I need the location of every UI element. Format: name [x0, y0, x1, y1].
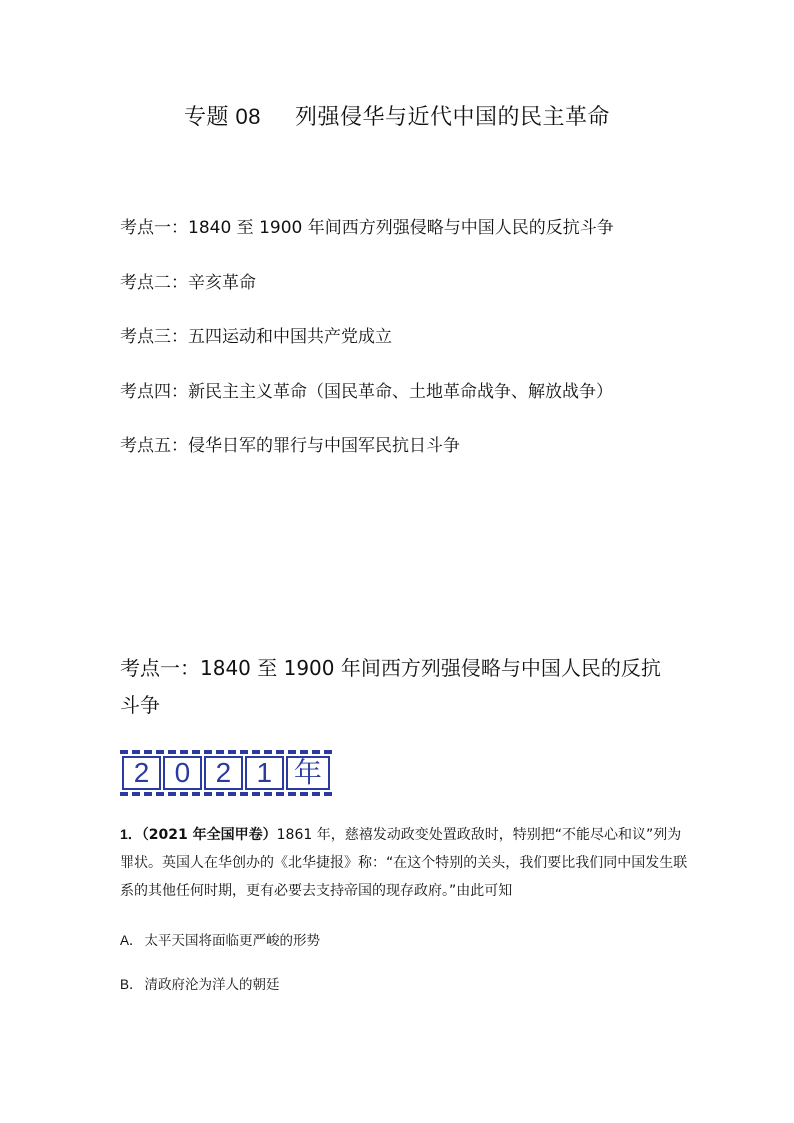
option-text: 太平天国将面临更严峻的形势 — [144, 933, 321, 949]
exam-point-1 — [120, 214, 720, 269]
exam-point-prefix: 考点三： — [120, 327, 188, 347]
topic-title: 列强侵华与近代中国的民主革命 — [295, 105, 611, 130]
year-digit: 2 — [122, 756, 161, 790]
page-title — [0, 100, 794, 131]
question-text: 1861 年，慈禧发动政变处置政敌时，特别把“不能尽心和议”列为罪状。英国人在华创办的《北华捷报》称：“在这个特别的关头，我们要比我们同中国发生联系的其他任何时期，更有必要去支持帝国的现存政府。”由此可知 — [120, 827, 688, 899]
option-text: 清政府沦为洋人的朝廷 — [144, 977, 280, 993]
year-banner — [120, 750, 332, 796]
option-letter: B． — [120, 977, 143, 992]
option-a — [120, 931, 320, 951]
exam-point-5 — [120, 432, 720, 487]
topic-number: 专题 08 — [183, 104, 262, 129]
question-source: （2021 年全国甲卷） — [141, 827, 277, 843]
exam-point-prefix: 考点一： — [120, 218, 188, 238]
exam-point-text: 新民主主义革命（国民革命、土地革命战争、解放战争） — [188, 381, 613, 402]
exam-point-3 — [120, 323, 720, 378]
exam-point-text: 五四运动和中国共产党成立 — [188, 327, 392, 347]
exam-point-2 — [120, 269, 720, 324]
year-character: 年 — [286, 756, 330, 790]
exam-points-list — [120, 214, 720, 487]
exam-point-prefix: 考点二： — [120, 272, 188, 293]
exam-point-text: 侵华日军的罪行与中国军民抗日斗争 — [188, 436, 460, 456]
question-number: 1． — [120, 826, 142, 842]
year-digit: 0 — [163, 756, 202, 790]
option-letter: A． — [120, 933, 143, 948]
year-digit: 1 — [245, 756, 284, 790]
question-1 — [120, 820, 692, 905]
year-digit: 2 — [204, 756, 243, 790]
exam-point-text: 辛亥革命 — [188, 272, 256, 293]
option-b — [120, 975, 280, 995]
exam-point-prefix: 考点五： — [120, 436, 188, 456]
section-heading: 考点一：1840 至 1900 年间西方列强侵略与中国人民的反抗斗争 — [120, 656, 661, 717]
exam-point-text: 1840 至 1900 年间西方列强侵略与中国人民的反抗斗争 — [188, 218, 614, 238]
exam-point-prefix: 考点四： — [120, 381, 188, 402]
exam-point-4 — [120, 378, 720, 433]
